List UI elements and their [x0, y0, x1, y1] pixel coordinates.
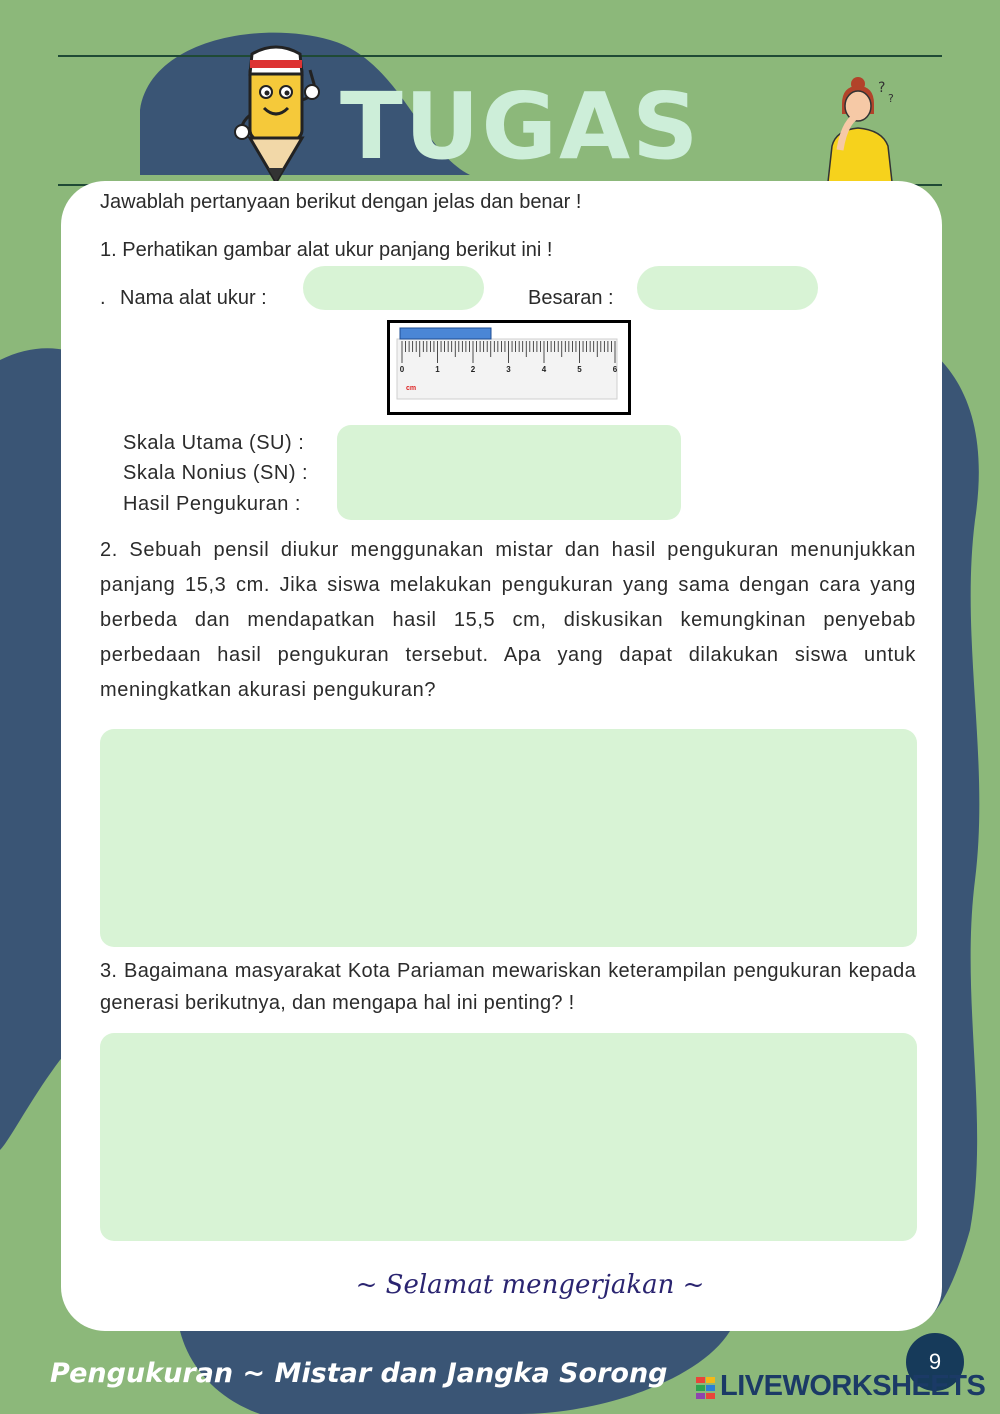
measurement-answer-box[interactable] [337, 425, 681, 520]
svg-text:?: ? [878, 80, 886, 96]
ruler-tick-label: 1 [435, 365, 440, 374]
vernier-scale-label: Skala Nonius (SN) : [123, 462, 309, 484]
liveworksheets-logo-icon [696, 1377, 716, 1399]
main-scale-label: Skala Utama (SU) : [123, 432, 305, 454]
closing-message: ~ Selamat mengerjakan ~ [355, 1270, 705, 1300]
ruler-tick-label: 6 [612, 365, 618, 374]
instrument-name-label: Nama alat ukur : [120, 287, 267, 309]
ruler-tick-label: 5 [577, 365, 582, 374]
quantity-label: Besaran : [528, 287, 614, 309]
quantity-input[interactable] [637, 266, 818, 310]
question-1-bullet: . [100, 287, 106, 309]
brand-watermark: LIVEWORKSHEETS [720, 1370, 986, 1402]
pencil-mascot-icon [228, 40, 328, 185]
ruler-image [387, 320, 631, 415]
measurement-result-label: Hasil Pengukuran : [123, 493, 301, 515]
footer-title: Pengukuran ~ Mistar dan Jangka Sorong [50, 1358, 668, 1389]
ruler-tick-label: 2 [470, 365, 476, 374]
page-number: 9 [906, 1333, 964, 1391]
page-title: TUGAS [340, 73, 701, 180]
instructions: Jawablah pertanyaan berikut dengan jelas dan benar ! [100, 191, 582, 213]
header-line-top [58, 55, 942, 57]
question-3-text: 3. Bagaimana masyarakat Kota Pariaman mewariskan keterampilan pengukuran kepada generasi berikutnya, dan mengapa hal ini penting? ! [100, 960, 916, 1014]
ruler-tick-label: 4 [541, 365, 547, 374]
vernier-slider [400, 328, 491, 339]
question-2-answer-box[interactable] [100, 729, 917, 947]
ruler-drawing [390, 323, 622, 406]
ruler-tick-label: 3 [506, 365, 511, 374]
instrument-name-input[interactable] [303, 266, 484, 310]
question-2-text: 2. Sebuah pensil diukur menggunakan mistar dan hasil pengukuran menunjukkan panjang 15,3 cm. Jika siswa melakukan pengukuran yang sama dengan cara yang berbeda dan mendapatkan hasil 15,5 cm, diskusikan kemungkinan penyebab perbedaan hasil pengukuran tersebut. Apa yang dapat dilakukan siswa untuk meningkatkan akurasi pengukuran? [100, 539, 916, 701]
question-1-text: 1. Perhatikan gambar alat ukur panjang berikut ini ! [100, 239, 553, 261]
ruler-tick-label: 0 [399, 365, 405, 374]
ruler-unit-label: cm [406, 385, 417, 392]
svg-text:?: ? [888, 92, 894, 105]
question-3-answer-box[interactable] [100, 1033, 917, 1241]
thinking-girl-icon [822, 70, 904, 182]
